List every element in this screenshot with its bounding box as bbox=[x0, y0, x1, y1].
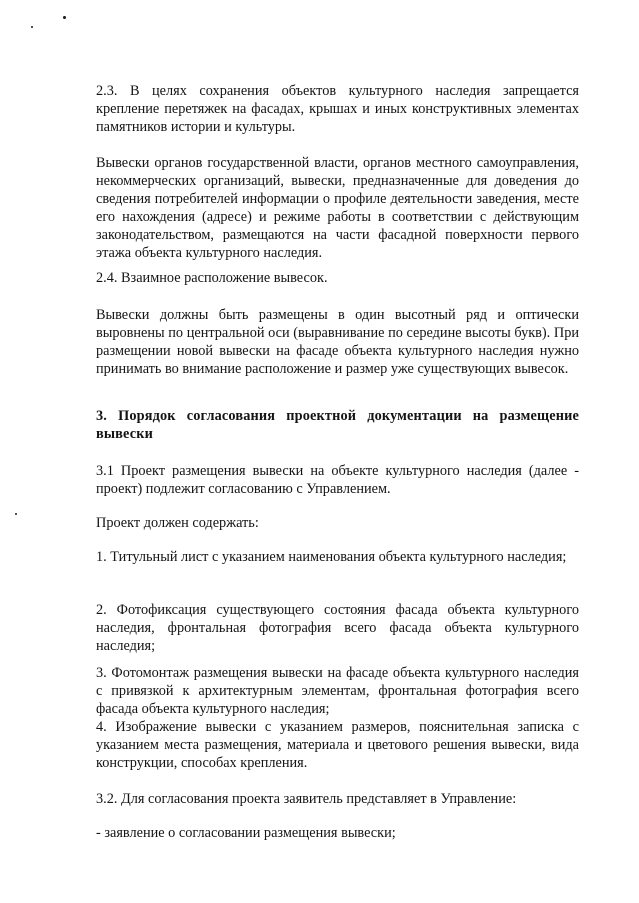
paragraph-3-2: 3.2. Для согласования проекта заявитель представляет в Управление: bbox=[96, 791, 517, 807]
paragraph-2-3: 2.3. В целях сохранения объектов культурного наследия запрещается крепление перетяжек на фасадах, крышах и иных конструктивных элементах памятников истории и культуры. bbox=[96, 83, 579, 135]
paragraph-signage-alignment: Вывески должны быть размещены в один высотный ряд и оптически выровнены по центральной оси (выравнивание по середине высоты букв). При размещении новой вывески на фасаде объекта культурного наследия нужно принимать во внимание расположение и размер уже существующих вывесок. bbox=[96, 307, 579, 377]
section-3-heading: 3. Порядок согласования проектной документации на размещение вывески bbox=[96, 408, 579, 442]
paragraph-2-4: 2.4. Взаимное расположение вывесок. bbox=[96, 270, 328, 286]
list-item-1: 1. Титульный лист с указанием наименования объекта культурного наследия; bbox=[96, 549, 567, 565]
paragraph-3-1: 3.1 Проект размещения вывески на объекте культурного наследия (далее - проект) подлежит согласованию с Управлением. bbox=[96, 463, 579, 497]
list-items-3-4: 3. Фотомонтаж размещения вывески на фасаде объекта культурного наследия с привязкой к архитектурным элементам, фронтальная фотография всего фасада объекта культурного наследия; 4. Изображение вывески с указанием размеров, пояснительная записка с указанием места размещения, материала и цветового решения вывески, вида конструкции, способах крепления. bbox=[96, 665, 579, 771]
paragraph-project-contents: Проект должен содержать: bbox=[96, 515, 259, 531]
list-item-application: - заявление о согласовании размещения вывески; bbox=[96, 825, 396, 841]
list-item-2: 2. Фотофиксация существующего состояния фасада объекта культурного наследия, фронтальная фотография всего фасада объекта культурного наследия; bbox=[96, 602, 579, 654]
paragraph-signage-placement: Вывески органов государственной власти, органов местного самоуправления, некоммерческих организаций, вывески, предназначенные для доведения до сведения потребителей информации о профиле деятельности заведения, месте его нахождения (адресе) и режиме работы в соответствии с действующим законодательством, размещаются на части фасадной поверхности первого этажа объекта культурного наследия. bbox=[96, 155, 579, 261]
